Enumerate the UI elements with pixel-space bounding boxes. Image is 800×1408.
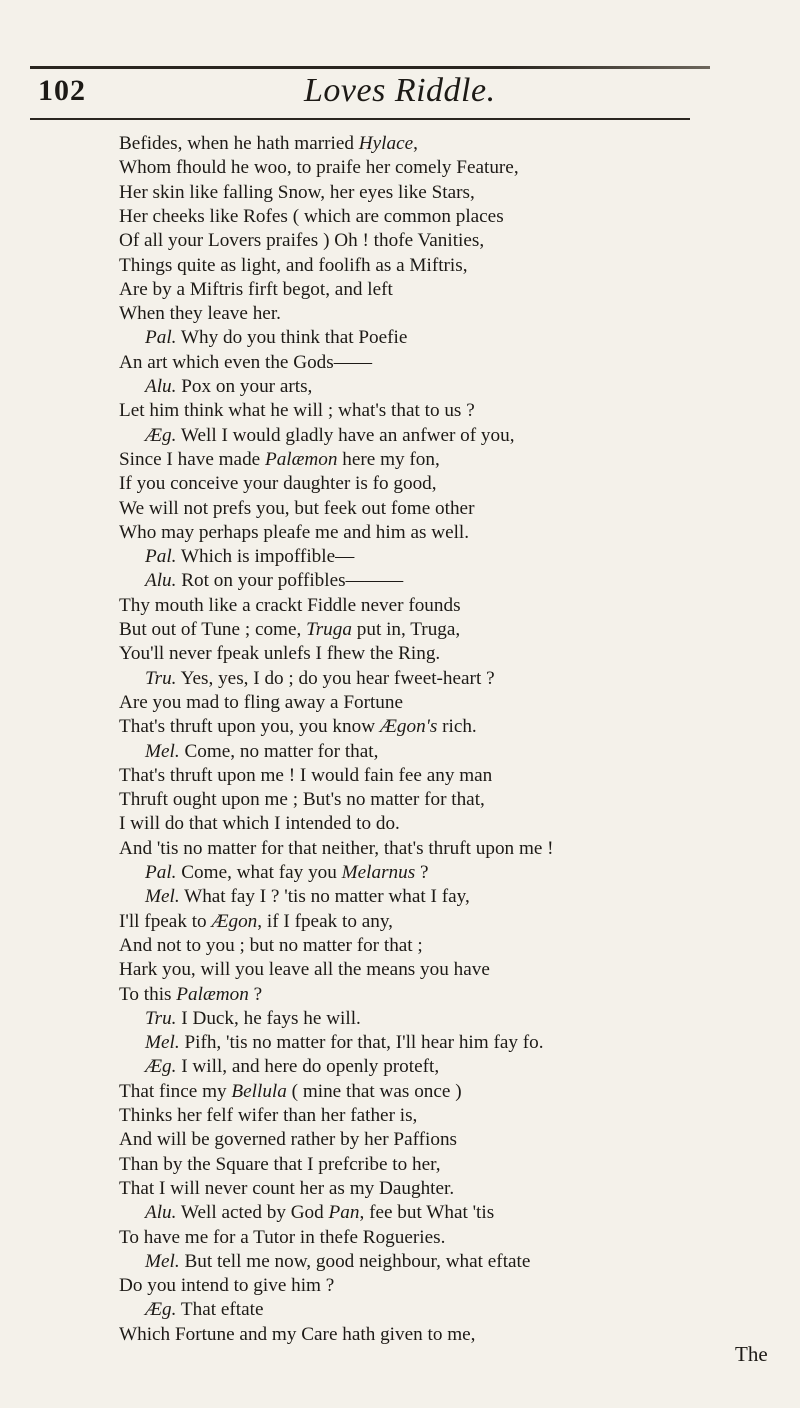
speaker-name: Mel. bbox=[145, 740, 180, 762]
speaker-name: Mel. bbox=[145, 1250, 180, 1272]
verse-line bbox=[119, 131, 418, 157]
line-text: Come, no matter for that, bbox=[179, 740, 379, 762]
line-text: Thinks her felf wifer than her father is, bbox=[119, 1105, 418, 1126]
verse-line bbox=[145, 1200, 494, 1226]
line-tail: ? bbox=[415, 862, 429, 883]
speaker-name: Æg. bbox=[145, 1056, 177, 1078]
line-text: I Duck, he fays he will. bbox=[176, 1007, 361, 1029]
verse-line bbox=[119, 787, 485, 813]
line-text: But out of Tune ; come, bbox=[119, 619, 307, 640]
line-text: Yes, yes, I do ; do you hear fweet-heart ? bbox=[176, 667, 495, 689]
verse-line bbox=[119, 1127, 457, 1153]
line-text: But tell me now, good neighbour, what eftate bbox=[179, 1250, 531, 1272]
speaker-name: Alu. bbox=[145, 1202, 177, 1224]
verse-line bbox=[119, 1079, 462, 1105]
verse-line bbox=[119, 617, 460, 643]
line-tail: ( mine that was once ) bbox=[286, 1080, 462, 1102]
line-text: Pox on your arts, bbox=[176, 376, 313, 397]
verse-line bbox=[145, 739, 378, 765]
verse-line bbox=[145, 1030, 544, 1056]
speaker-name: Alu. bbox=[145, 376, 177, 397]
line-text: An art which even the Gods—— bbox=[119, 351, 373, 373]
verse-line bbox=[119, 1152, 441, 1178]
italic-name: Hylace bbox=[358, 133, 414, 154]
line-text: And will be governed rather by her Paffions bbox=[119, 1129, 458, 1151]
verse-line bbox=[119, 447, 440, 473]
verse-line bbox=[145, 568, 403, 594]
speaker-name: Pal. bbox=[145, 327, 177, 349]
verse-line bbox=[145, 1054, 439, 1080]
line-tail: , fee but What 'tis bbox=[359, 1202, 495, 1224]
verse-line bbox=[119, 204, 504, 230]
verse-line bbox=[145, 884, 470, 910]
line-text: When they leave her. bbox=[119, 303, 281, 325]
line-text: Let him think what he will ; what's that to us ? bbox=[119, 400, 475, 422]
verse-line bbox=[119, 496, 474, 522]
verse-line bbox=[145, 860, 429, 886]
line-text: Her cheeks like Rofes ( which are common places bbox=[119, 205, 504, 227]
verse-line bbox=[119, 301, 281, 327]
verse-line bbox=[119, 982, 262, 1008]
line-tail: , bbox=[413, 133, 418, 154]
verse-line bbox=[119, 350, 372, 376]
line-text: Are you mad to fling away a Fortune bbox=[119, 691, 404, 713]
line-text: And not to you ; but no matter for that ; bbox=[119, 934, 423, 956]
italic-name: Ægon's bbox=[379, 716, 438, 738]
line-tail: , if I fpeak to any, bbox=[257, 910, 393, 932]
line-text: Of all your Lovers praifes ) Oh ! thofe Vanities, bbox=[119, 230, 485, 252]
line-text: Are by a Miftris firft begot, and left bbox=[119, 278, 393, 300]
verse-line bbox=[119, 180, 475, 206]
line-tail: rich. bbox=[437, 716, 477, 738]
line-tail: put in, Truga, bbox=[351, 619, 461, 640]
line-text: Whom fhould he woo, to praife her comely Feature, bbox=[119, 157, 519, 179]
line-text: Since I have made bbox=[119, 448, 265, 470]
line-text: That I will never count her as my Daughter. bbox=[119, 1177, 455, 1199]
header-rule-bottom bbox=[30, 118, 690, 120]
verse-line bbox=[119, 690, 403, 716]
verse-line bbox=[145, 325, 407, 351]
verse-line bbox=[119, 471, 437, 497]
verse-line bbox=[119, 1176, 454, 1202]
speaker-name: Tru. bbox=[145, 667, 177, 689]
italic-name: Pan bbox=[328, 1202, 360, 1224]
italic-name: Ægon bbox=[211, 910, 258, 932]
verse-line bbox=[119, 641, 440, 667]
verse-line bbox=[145, 1249, 530, 1275]
speaker-name: Mel. bbox=[145, 886, 180, 908]
italic-name: Truga bbox=[306, 619, 352, 640]
line-text: Come, what fay you bbox=[176, 862, 342, 883]
verse-line bbox=[145, 1297, 263, 1323]
verse-line bbox=[145, 544, 354, 570]
verse-line bbox=[119, 1322, 475, 1348]
line-text: Which is impoffible— bbox=[176, 546, 355, 568]
line-text: That's thruft upon me ! I would fain fee any man bbox=[119, 764, 493, 786]
line-text: Well acted by God bbox=[176, 1202, 329, 1224]
line-text: Hark you, will you leave all the means you have bbox=[119, 959, 490, 981]
verse-line bbox=[145, 1006, 361, 1032]
line-text: That fince my bbox=[119, 1080, 232, 1102]
line-text: Who may perhaps pleafe me and him as well. bbox=[119, 521, 470, 543]
verse-line bbox=[119, 277, 393, 303]
line-text: Why do you think that Poefie bbox=[176, 327, 408, 349]
line-text: To this bbox=[119, 983, 177, 1005]
verse-line bbox=[119, 933, 423, 959]
line-text: That eftate bbox=[176, 1299, 264, 1321]
line-tail: here my fon, bbox=[337, 448, 440, 470]
speaker-name: Tru. bbox=[145, 1007, 177, 1029]
verse-line bbox=[119, 155, 519, 181]
line-text: To have me for a Tutor in thefe Rogueries. bbox=[119, 1226, 446, 1248]
verse-line bbox=[119, 957, 490, 983]
verse-line bbox=[119, 520, 469, 546]
speaker-name: Pal. bbox=[145, 862, 177, 883]
line-text: You'll never fpeak unlefs I fhew the Ring. bbox=[119, 643, 441, 665]
verse-line bbox=[119, 1103, 417, 1129]
speaker-name: Æg. bbox=[145, 424, 177, 446]
italic-name: Bellula bbox=[231, 1080, 287, 1102]
line-text: I'll fpeak to bbox=[119, 910, 212, 932]
line-text: I will, and here do openly proteft, bbox=[176, 1056, 440, 1078]
verse-line bbox=[119, 714, 477, 740]
line-text: Do you intend to give him ? bbox=[119, 1275, 335, 1297]
line-text: If you conceive your daughter is fo good, bbox=[119, 473, 437, 495]
italic-name: Melarnus bbox=[341, 862, 416, 883]
catchword: The bbox=[735, 1342, 768, 1366]
page-number: 102 bbox=[38, 74, 86, 107]
line-text: Thruft ought upon me ; But's no matter for that, bbox=[119, 789, 485, 811]
italic-name: Palæmon bbox=[176, 983, 249, 1005]
verse-line bbox=[119, 1273, 334, 1299]
line-text: Things quite as light, and foolifh as a Miftris, bbox=[119, 254, 468, 276]
speaker-name: Æg. bbox=[145, 1299, 177, 1321]
line-tail: ? bbox=[248, 983, 263, 1005]
verse-line bbox=[145, 374, 312, 400]
verse-line bbox=[119, 228, 484, 254]
line-text: What fay I ? 'tis no matter what I fay, bbox=[179, 886, 470, 908]
line-text: Pifh, 'tis no matter for that, I'll hear him fay fo. bbox=[179, 1032, 544, 1054]
verse-line bbox=[119, 909, 393, 935]
speaker-name: Mel. bbox=[145, 1032, 180, 1054]
line-text: That's thruft upon you, you know bbox=[119, 716, 380, 738]
line-text: And 'tis no matter for that neither, that's thruft upon me ! bbox=[119, 837, 554, 859]
verse-line bbox=[119, 811, 400, 837]
verse-line bbox=[119, 763, 492, 789]
speaker-name: Alu. bbox=[145, 570, 177, 592]
line-text: We will not prefs you, but feek out fome other bbox=[119, 497, 475, 519]
line-text: Her skin like falling Snow, her eyes like Stars, bbox=[119, 181, 475, 203]
verse-line bbox=[145, 423, 515, 449]
line-text: Which Fortune and my Care hath given to me, bbox=[119, 1323, 476, 1345]
running-title: Loves Riddle. bbox=[304, 72, 496, 109]
line-text: Than by the Square that I prefcribe to her, bbox=[119, 1153, 441, 1175]
verse-line bbox=[119, 1225, 445, 1251]
verse-line bbox=[145, 666, 495, 692]
verse-line bbox=[119, 593, 461, 619]
header-rule-top bbox=[30, 66, 710, 69]
speaker-name: Pal. bbox=[145, 546, 177, 568]
line-text: Well I would gladly have an anfwer of you, bbox=[176, 424, 515, 446]
line-text: Thy mouth like a crackt Fiddle never founds bbox=[119, 594, 461, 616]
line-text: Befides, when he hath married bbox=[119, 133, 359, 154]
italic-name: Palæmon bbox=[264, 448, 338, 470]
verse-line bbox=[119, 836, 554, 862]
line-text: I will do that which I intended to do. bbox=[119, 813, 400, 835]
verse-line bbox=[119, 253, 468, 279]
verse-line bbox=[119, 398, 475, 424]
line-text: Rot on your poffibles——— bbox=[176, 570, 404, 592]
